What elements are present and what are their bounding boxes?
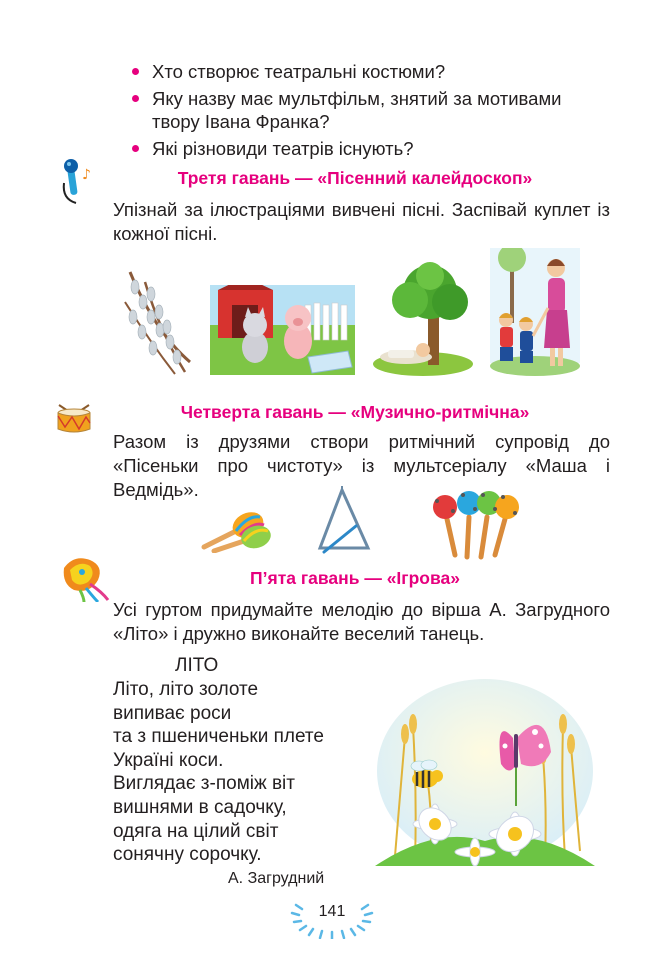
section-title-songs: Третя гавань — «Пісенний калейдоскоп» bbox=[177, 168, 533, 188]
kitten-and-pig-illustration bbox=[210, 285, 355, 375]
maracas-illustration bbox=[198, 495, 278, 553]
poem-line: Україні коси. bbox=[113, 749, 224, 771]
poem-line: вишнями в садочку, bbox=[113, 796, 287, 818]
question-list bbox=[132, 60, 612, 164]
section-text-rhythm: Разом із друзями створи ритмічний супровід до «Пісеньки про чистоту» із мультсеріалу «Маша і Ведмідь». bbox=[113, 431, 610, 500]
section-title-rhythm: Четверта гавань — «Музично-ритмічна» bbox=[180, 402, 530, 422]
poem-line: сонячну сорочку. bbox=[113, 844, 262, 866]
poem-line: та з пшениченьки плете bbox=[113, 726, 324, 748]
page-number-badge bbox=[282, 893, 382, 939]
question-item: Яку назву має мультфільм, знятий за мотивами твору Івана Франка? bbox=[132, 87, 612, 133]
poem-title: ЛІТО bbox=[175, 655, 219, 676]
summer-meadow-illustration bbox=[375, 676, 595, 866]
poem-body bbox=[113, 678, 373, 867]
poem-line: Виглядає з-поміж віт bbox=[113, 773, 295, 795]
section-text-songs: Упізнай за ілюстраціями вивчені пісні. Заспівай куплет із кожної пісні. bbox=[113, 199, 610, 244]
svg-text:♪: ♪ bbox=[82, 167, 91, 183]
drum-icon bbox=[55, 403, 93, 435]
question-item: Які різновиди театрів існують? bbox=[132, 137, 612, 160]
question-item: Хто створює театральні костюми? bbox=[132, 60, 612, 83]
microphone-icon bbox=[58, 155, 100, 210]
page-number: 141 bbox=[318, 903, 346, 920]
poem-line: Літо, літо золоте bbox=[113, 679, 259, 700]
triangle-instrument-illustration bbox=[312, 486, 374, 556]
poem-line: одяга на цілий світ bbox=[113, 820, 279, 842]
section-title-game: П’ята гавань — «Ігрова» bbox=[250, 568, 460, 588]
mother-and-children-illustration bbox=[490, 248, 580, 378]
section-text-game: Усі гуртом придумайте мелодію до вірша А. Загрудного «Літо» і дружно виконайте веселий танець. bbox=[113, 599, 610, 644]
rattles-illustration bbox=[425, 485, 525, 560]
tree-and-boy-illustration bbox=[368, 262, 473, 377]
poem-author: А. Загрудний bbox=[228, 870, 325, 887]
willow-branch-illustration bbox=[115, 262, 195, 382]
poem-line: випиває роси bbox=[113, 702, 232, 724]
